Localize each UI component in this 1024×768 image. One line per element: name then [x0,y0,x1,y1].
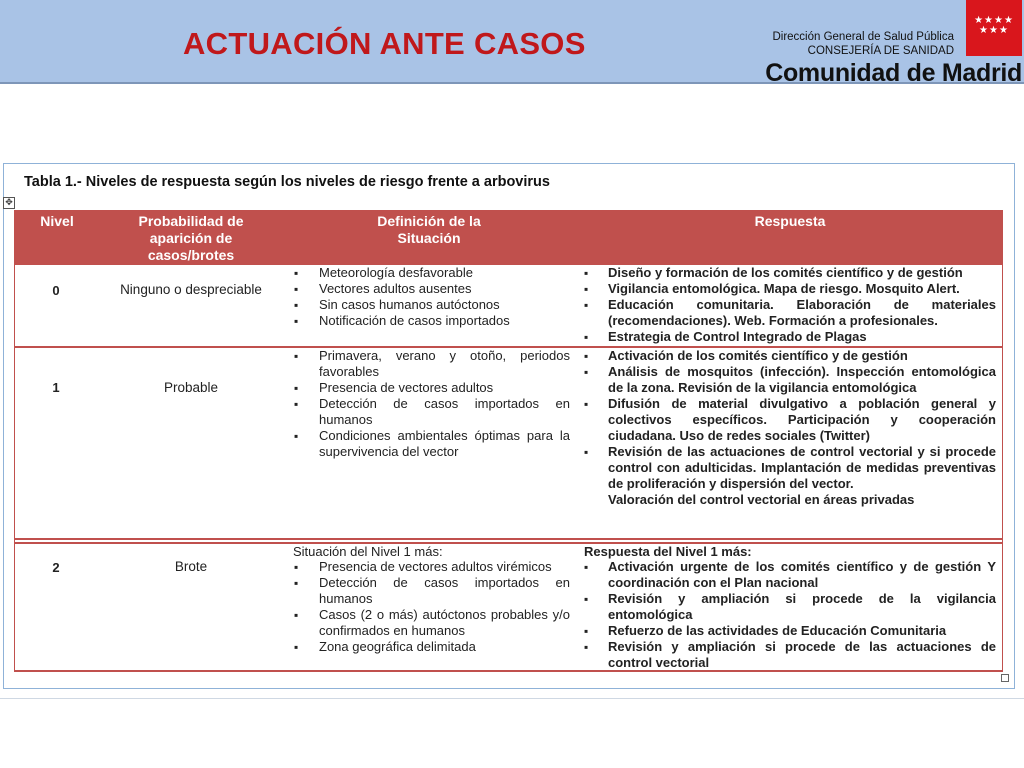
header-definicion: Definición de la Situación [377,213,481,246]
org-line-2: CONSEJERÍA DE SANIDAD [807,45,954,57]
row0-probabilidad: Ninguno o despreciable [120,282,262,297]
row2-respuesta-intro: Respuesta del Nivel 1 más: [584,544,752,559]
header-nivel: Nivel [40,213,74,229]
list-item: ▪ Revisión y ampliación si procede de la vigilancia entomológica [580,591,996,623]
list-item: ▪ Detección de casos importados en humanos [290,396,570,428]
table-caption: Tabla 1.- Niveles de respuesta según los niveles de riesgo frente a arbovirus [24,174,550,190]
row1-probabilidad: Probable [163,380,219,395]
org-name: Comunidad de Madrid [765,59,1022,87]
page-title: ACTUACIÓN ANTE CASOS [183,26,586,61]
page-bottom-divider [0,698,1024,699]
list-item: ▪ Análisis de mosquitos (infección). Inspección entomológica de la zona. Revisión de la vigilancia entomológica [580,364,996,396]
list-item: ▪ Revisión y ampliación si procede de las actuaciones de control vectorial [580,639,996,671]
list-item: ▪ Detección de casos importados en humanos [290,575,570,607]
row1-respuesta-list [580,348,996,508]
list-item: ▪ Condiciones ambientales óptimas para la supervivencia del vector [290,428,570,460]
list-item: ▪ Activación urgente de los comités científico y de gestión Y coordinación con el Plan nacional [580,559,996,591]
row0-respuesta-list [580,265,996,345]
list-item: ▪ Notificación de casos importados [290,313,570,329]
table-resize-handle[interactable] [1001,674,1009,682]
list-item: ▪ Difusión de material divulgativo a población general y colectivos específicos. Participación y cooperación ciudadana. Uso de redes sociales (Twitter) [580,396,996,444]
header-respuesta: Respuesta [754,213,826,229]
list-item: ▪ Casos (2 o más) autóctonos probables y/o confirmados en humanos [290,607,570,639]
list-item: ▪ Diseño y formación de los comités científico y de gestión [580,265,996,281]
list-item: ▪ Vigilancia entomológica. Mapa de riesgo. Mosquito Alert. [580,281,996,297]
row1-definicion-list [290,348,570,460]
list-item: ▪ Educación comunitaria. Elaboración de materiales (recomendaciones). Web. Formación a profesionales. [580,297,996,329]
list-item: ▪ Estrategia de Control Integrado de Plagas [580,329,996,345]
row2-definicion-intro: Situación del Nivel 1 más: [293,544,443,559]
table-header-row [14,210,1003,265]
list-item: Valoración del control vectorial en áreas privadas [608,492,915,507]
list-item: ▪ Vectores adultos ausentes [290,281,570,297]
list-item: ▪ Presencia de vectores adultos virémicos [290,559,570,575]
row0-definicion-list [290,265,570,329]
table-left-border [14,210,15,672]
row-divider [14,538,1003,540]
list-item: ▪ Presencia de vectores adultos [290,380,570,396]
list-item: ▪ Refuerzo de las actividades de Educación Comunitaria [580,623,996,639]
list-item: ▪ Revisión de las actuaciones de control vectorial y si procede control con adulticidas. Implantación de medidas preventivas de proliferación y dispersión del vector. [580,444,996,492]
row0-nivel: 0 [52,283,60,298]
list-item: ▪ Primavera, verano y otoño, periodos favorables [290,348,570,380]
header-probabilidad: Probabilidad de aparición de casos/brotes [138,213,244,263]
table-right-border [1002,210,1003,672]
org-line-1: Dirección General de Salud Pública [772,31,954,43]
row2-nivel: 2 [52,560,60,575]
list-item: ▪ Sin casos humanos autóctonos [290,297,570,313]
flag-stars: ★★★★ ★★★ [974,15,1014,36]
row-divider [14,542,1003,544]
list-item: ▪ Meteorología desfavorable [290,265,570,281]
list-item: ▪ Zona geográfica delimitada [290,639,570,655]
table-move-handle-icon[interactable]: ✥ [3,197,15,209]
list-item: ▪ Activación de los comités científico y de gestión [580,348,996,364]
madrid-flag-logo [966,0,1022,56]
row1-nivel: 1 [52,380,60,395]
row2-definicion-list [290,559,570,655]
row2-probabilidad: Brote [174,559,208,574]
row2-respuesta-list [580,559,996,671]
